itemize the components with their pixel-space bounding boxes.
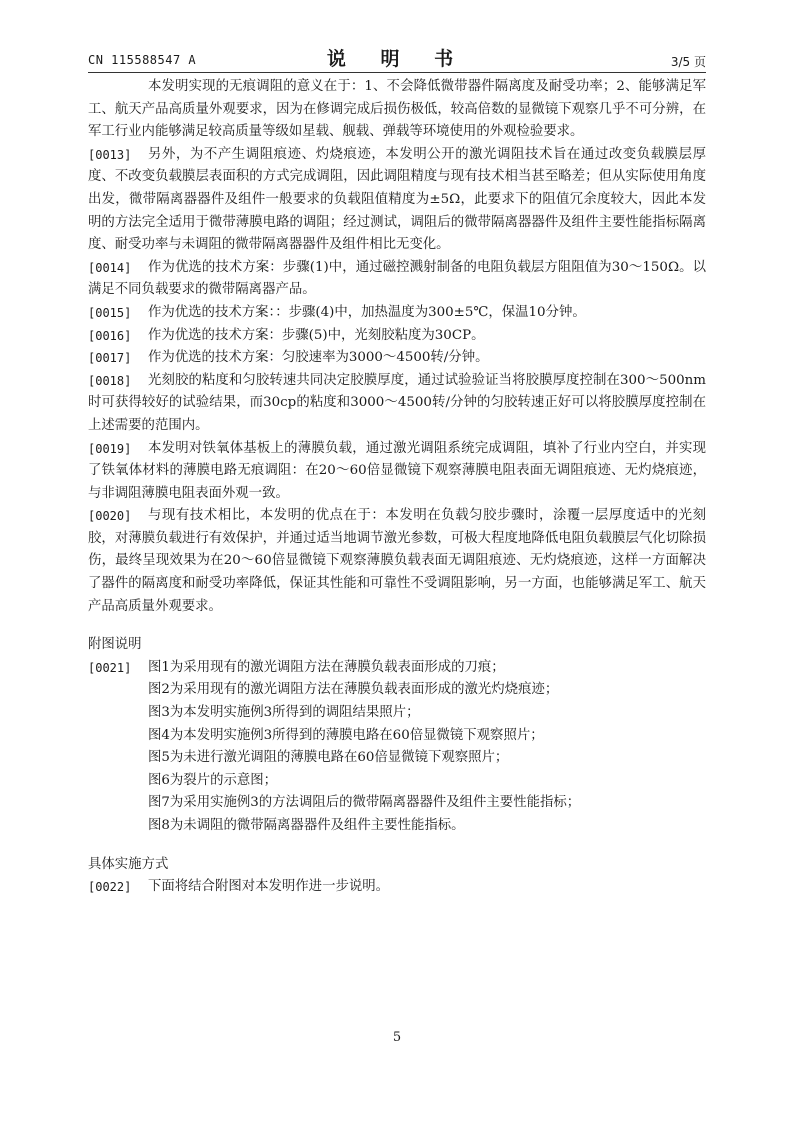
header-rule [88, 72, 706, 73]
paragraph-0014 [88, 257, 706, 302]
paragraph-number: [0022] [88, 880, 132, 895]
paragraph-0016 [88, 325, 706, 348]
figure-caption-5: 图5为未进行激光调阻的薄膜电路在60倍显微镜下观察照片； [148, 750, 509, 766]
paragraph-0017 [88, 347, 706, 370]
paragraph-number: [0015] [88, 305, 132, 320]
paragraph-0018 [88, 370, 706, 438]
paragraph-text: 本发明对铁氧体基板上的薄膜负载，通过激光调阻系统完成调阻，填补了行业内空白，并实现了铁氧体材料的薄膜电路无痕调阻：在20～60倍显微镜下观察薄膜电阻表面无调阻痕迹、无灼烧痕迹，与非调阻薄膜电阻表面外观一致。 [88, 440, 706, 501]
paragraph-0015 [88, 302, 706, 325]
paragraph-0019 [88, 438, 706, 506]
paragraph-text: 作为优选的技术方案：匀胶速率为3000～4500转/分钟。 [148, 350, 489, 366]
paragraph-number: [0018] [88, 373, 132, 388]
figure-caption-2: 图2为采用现有的激光调阻方法在薄膜负载表面形成的激光灼烧痕迹； [148, 682, 559, 698]
paragraph-number: [0021] [88, 660, 132, 675]
paragraph-number: [0014] [88, 260, 132, 275]
paragraph-0022 [88, 876, 706, 899]
paragraph-0020 [88, 505, 706, 618]
paragraph-number: [0017] [88, 351, 132, 366]
paragraph-text: 与现有技术相比，本发明的优点在于：本发明在负载匀胶步骤时，涂覆一层厚度适中的光刻胶，对薄膜负载进行有效保护，并通过适当地调节激光参数，可极大程度地降低电阻负载膜层气化切除损伤，最终呈现效果为在20～60倍显微镜下观察薄膜负载表面无调阻痕迹、无灼烧痕迹，这样一方面解决了器件的隔离度和耐受功率降低，保证其性能和可靠性不受调阻影响，另一方面，也能够满足军工、航天产品高质量外观要求。 [88, 508, 706, 614]
document-body [88, 76, 706, 899]
embodiment-section-title: 具体实施方式 [88, 856, 169, 872]
figure-caption-6: 图6为裂片的示意图； [148, 772, 278, 788]
figure-caption-3: 图3为本发明实施例3所得到的调阻结果照片； [148, 705, 420, 721]
paragraph-0021 [88, 657, 706, 838]
figure-caption-4: 图4为本发明实施例3所得到的薄膜电路在60倍显微镜下观察照片； [148, 727, 544, 743]
paragraph-number: [0019] [88, 441, 132, 456]
paragraph-text: 作为优选的技术方案：步骤(5)中，光刻胶粘度为30CP。 [148, 327, 485, 343]
figure-list [148, 657, 706, 838]
paragraph-text: 下面将结合附图对本发明作进一步说明。 [148, 879, 390, 895]
paragraph-text: 作为优选的技术方案：：步骤(4)中，加热温度为300±5℃，保温10分钟。 [148, 304, 586, 320]
figures-section-title: 附图说明 [88, 637, 142, 653]
figure-caption-7: 图7为采用实施例3的方法调阻后的微带隔离器器件及组件主要性能指标； [148, 795, 581, 811]
page-header [88, 44, 706, 72]
paragraph-text: 作为优选的技术方案：步骤(1)中，通过磁控溅射制备的电阻负载层方阻阻值为30～150Ω。以满足不同负载要求的微带隔离器产品。 [88, 259, 706, 298]
paragraph-number: [0020] [88, 509, 132, 524]
figure-caption-1: 图1为采用现有的激光调阻方法在薄膜负载表面形成的刀痕； [148, 659, 505, 675]
figure-caption-8: 图8为未调阻的微带隔离器器件及组件主要性能指标。 [148, 818, 465, 833]
paragraph-text: 另外，为不产生调阻痕迹、灼烧痕迹，本发明公开的激光调阻技术旨在通过改变负载膜层厚度、不改变负载膜层表面积的方式完成调阻，因此调阻精度与现有技术相当甚至略差；但从实际使用角度出发，微带隔离器器件及组件一般要求的负载阻值精度为±5Ω，此要求下的阻值冗余度较大，因此本发明的方法完全适用于微带薄膜电路的调阻；经过测试，调阻后的微带隔离器器件及组件主要性能指标隔离度、耐受功率与未调阻的微带隔离器器件及组件相比无变化。 [88, 146, 706, 253]
page-indicator: 3/5 页 [670, 55, 706, 69]
page-number: 5 [392, 1030, 402, 1045]
paragraph-0013 [88, 144, 706, 257]
paragraph-number: [0013] [88, 147, 132, 162]
paragraph-text: 光刻胶的粘度和匀胶转速共同决定胶膜厚度，通过试验验证当将胶膜厚度控制在300～500nm时可获得较好的试验结果，而30cp的粘度和3000～4500转/分钟的匀胶转速正好可以将胶膜厚度控制在上述需要的范围内。 [88, 372, 706, 433]
document-title: 说 明 书 [326, 48, 468, 70]
patent-number: CN 115588547 A [88, 53, 197, 67]
intro-paragraph: 本发明实现的无痕调阻的意义在于：1、不会降低微带器件隔离度及耐受功率；2、能够满足军工、航天产品高质量外观要求，因为在修调完成后损伤极低，较高倍数的显微镜下观察几乎不可分辨，在军工行业内能够满足较高质量等级如星载、舰载、弹载等环境使用的外观检验要求。 [88, 79, 706, 140]
paragraph-number: [0016] [88, 328, 132, 343]
